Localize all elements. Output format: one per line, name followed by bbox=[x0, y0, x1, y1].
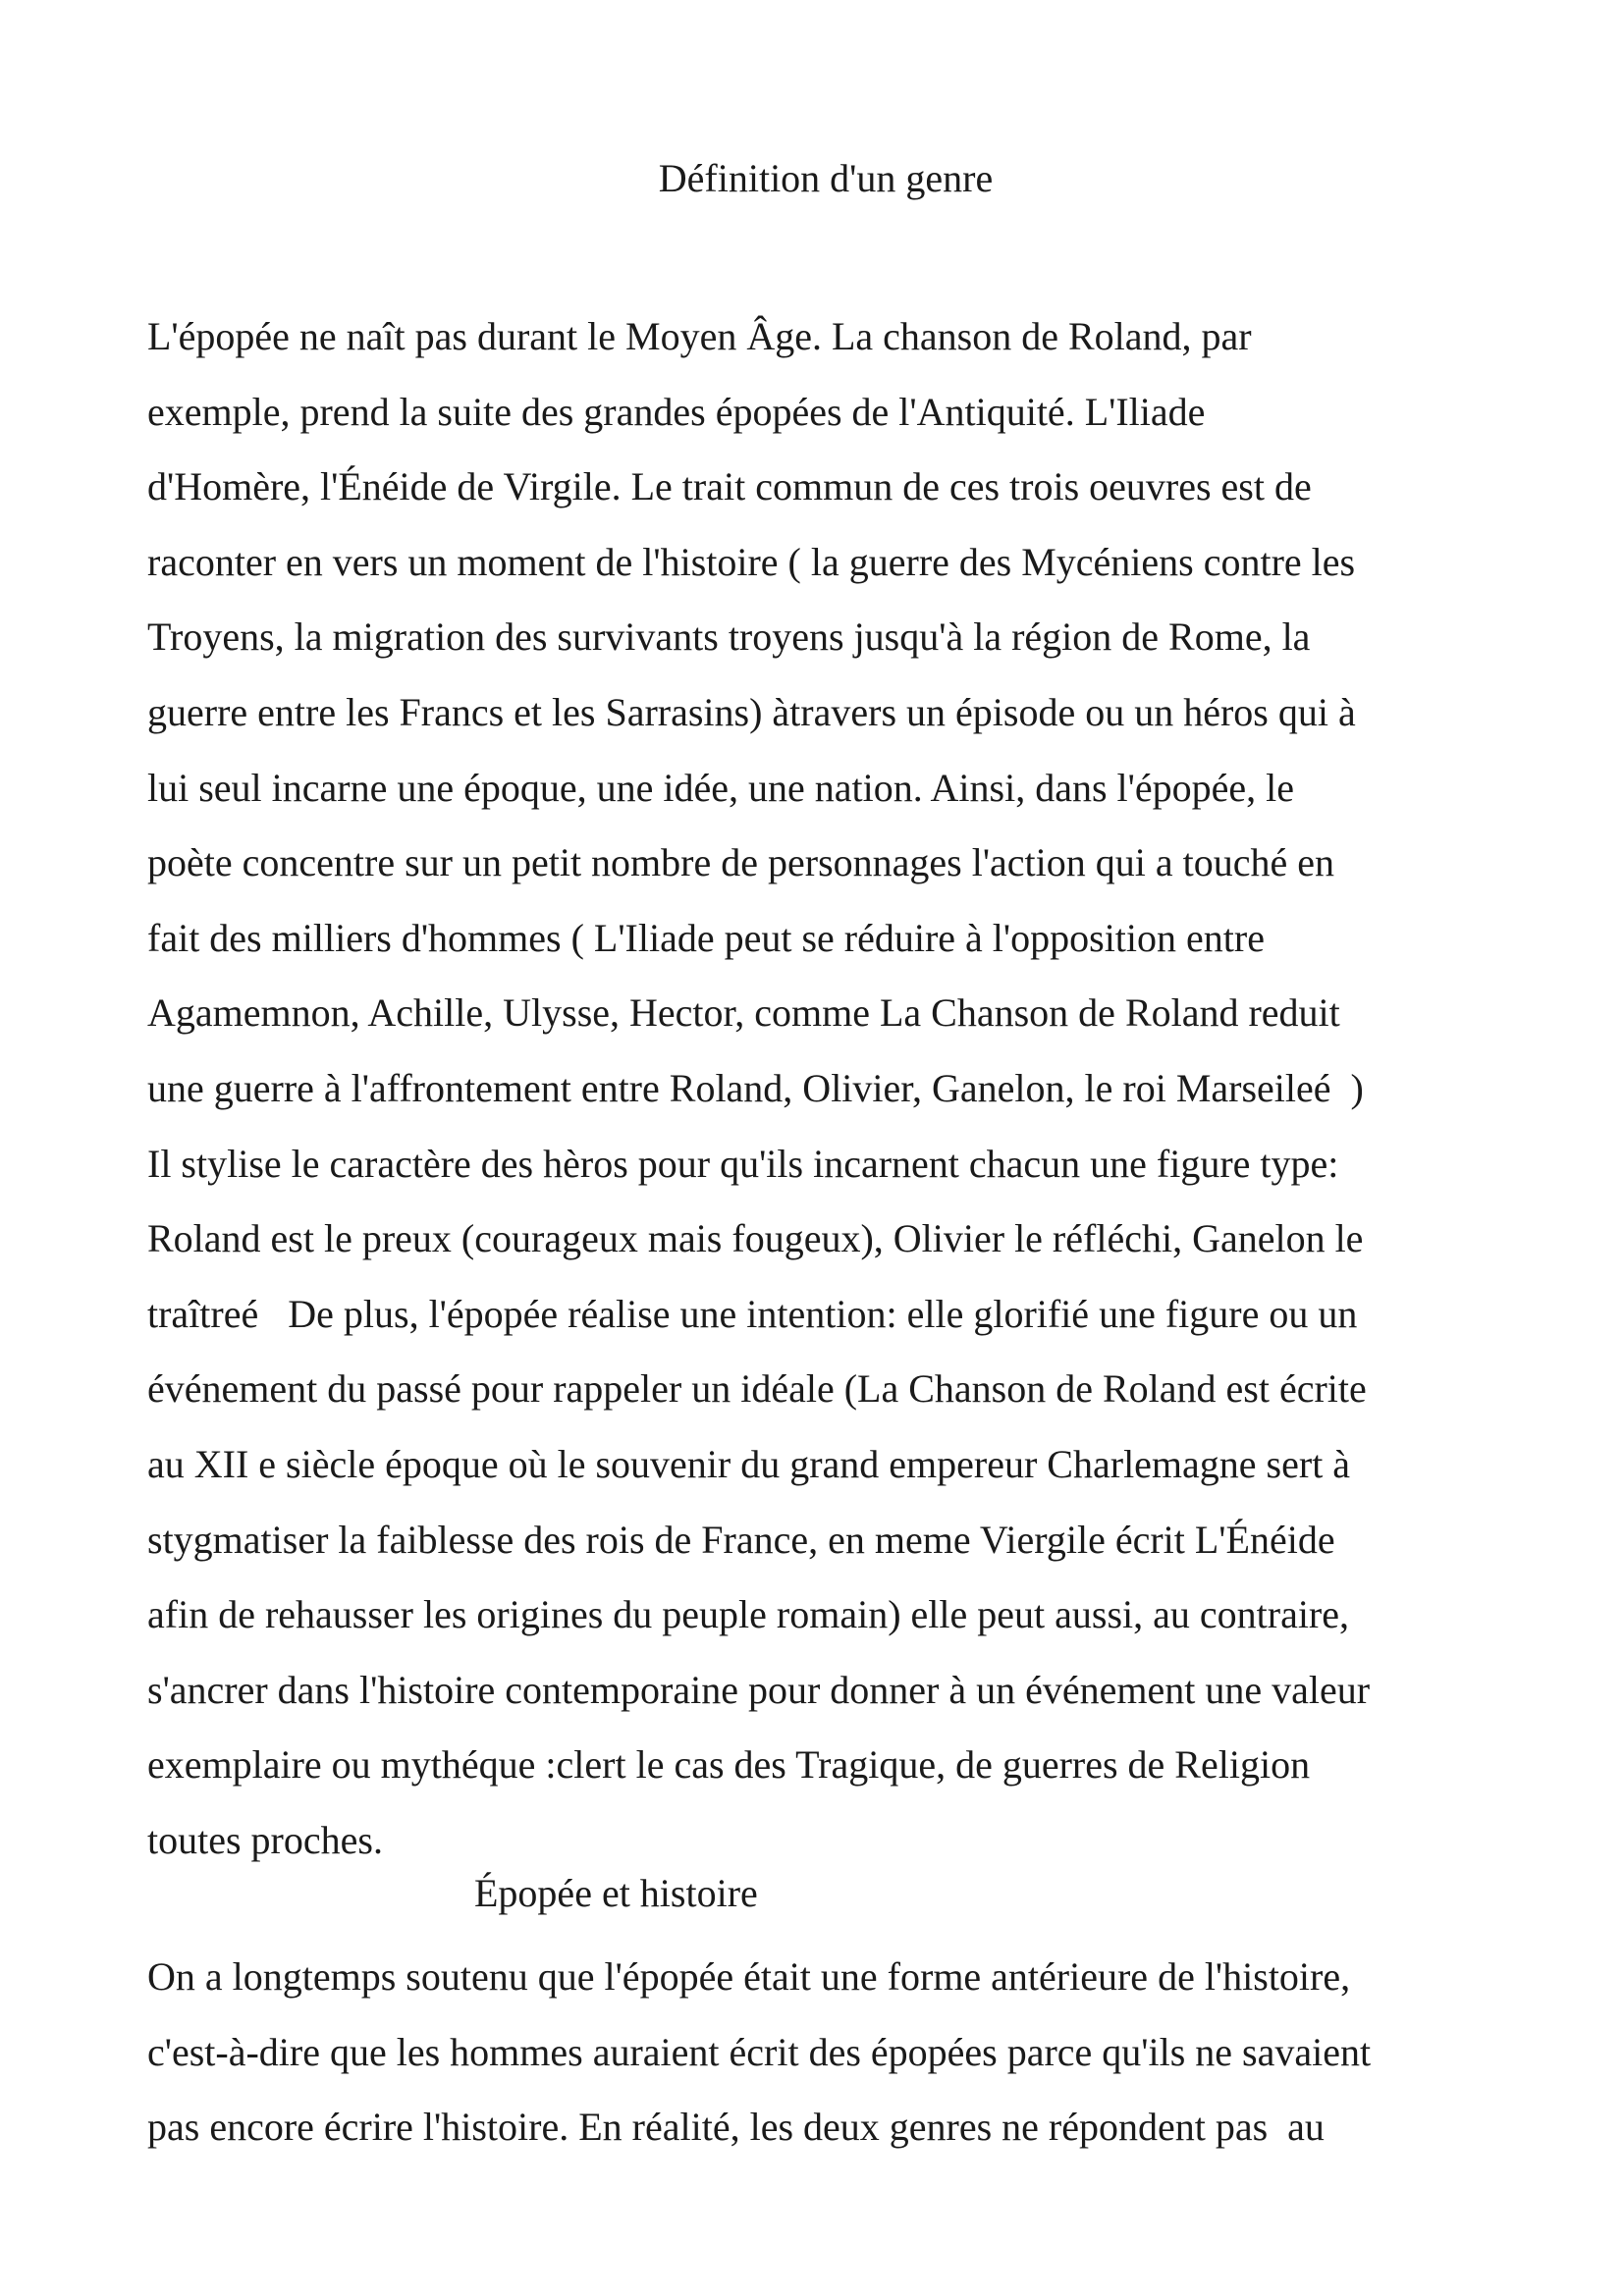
text-line: événement du passé pour rappeler un idéale (La Chanson de Roland est écrite bbox=[147, 1366, 1367, 1412]
text-line: stygmatiser la faiblesse des rois de France, en meme Viergile écrit L'Énéide bbox=[147, 1517, 1335, 1562]
text-line: Troyens, la migration des survivants troyens jusqu'à la région de Rome, la bbox=[147, 614, 1311, 660]
text-line: c'est-à-dire que les hommes auraient écrit des épopées parce qu'ils ne savaient bbox=[147, 2029, 1372, 2074]
text-line: guerre entre les Francs et les Sarrasins) àtravers un épisode ou un héros qui à bbox=[147, 689, 1356, 734]
text-line: lui seul incarne une époque, une idée, une nation. Ainsi, dans l'épopée, le bbox=[147, 765, 1294, 810]
text-line: exemple, prend la suite des grandes épopées de l'Antiquité. L'Iliade bbox=[147, 389, 1206, 434]
text-line: fait des milliers d'hommes ( L'Iliade peut se réduire à l'opposition entre bbox=[147, 915, 1265, 960]
section-2-body bbox=[147, 1940, 1522, 2165]
text-line: On a longtemps soutenu que l'épopée était une forme antérieure de l'histoire, bbox=[147, 1954, 1351, 1999]
text-line: exemplaire ou mythéque :clert le cas des Tragique, de guerres de Religion bbox=[147, 1742, 1311, 1788]
text-line: s'ancrer dans l'histoire contemporaine pour donner à un événement une valeur bbox=[147, 1667, 1371, 1712]
text-line: toutes proches. bbox=[147, 1817, 383, 1862]
text-line: L'épopée ne naît pas durant le Moyen Âge. La chanson de Roland, par bbox=[147, 314, 1252, 358]
text-line: au XII e siècle époque où le souvenir du grand empereur Charlemagne sert à bbox=[147, 1441, 1351, 1486]
text-line: Roland est le preux (courageux mais fougeux), Olivier le réfléchi, Ganelon le bbox=[147, 1216, 1364, 1261]
page-title: Définition d'un genre bbox=[658, 156, 994, 200]
text-line: raconter en vers un moment de l'histoire ( la guerre des Mycéniens contre les bbox=[147, 539, 1356, 584]
section-heading: Épopée et histoire bbox=[474, 1871, 758, 1915]
text-line: pas encore écrire l'histoire. En réalité, les deux genres ne répondent pas au bbox=[147, 2105, 1325, 2150]
text-line: une guerre à l'affrontement entre Roland, Olivier, Ganelon, le roi Marseileé ) bbox=[147, 1065, 1364, 1110]
text-line: poète concentre sur un petit nombre de personnages l'action qui a touché en bbox=[147, 840, 1335, 885]
text-line: afin de rehausser les origines du peuple romain) elle peut aussi, au contraire, bbox=[147, 1592, 1350, 1637]
text-line: d'Homère, l'Énéide de Virgile. Le trait commun de ces trois oeuvres est de bbox=[147, 464, 1312, 509]
text-line: traîtreé De plus, l'épopée réalise une intention: elle glorifié une figure ou un bbox=[147, 1291, 1358, 1336]
text-line: Il stylise le caractère des hèros pour qu'ils incarnent chacun une figure type: bbox=[147, 1141, 1339, 1186]
text-line: Agamemnon, Achille, Ulysse, Hector, comme La Chanson de Roland reduit bbox=[147, 990, 1340, 1036]
section-1-body bbox=[147, 299, 1522, 1878]
